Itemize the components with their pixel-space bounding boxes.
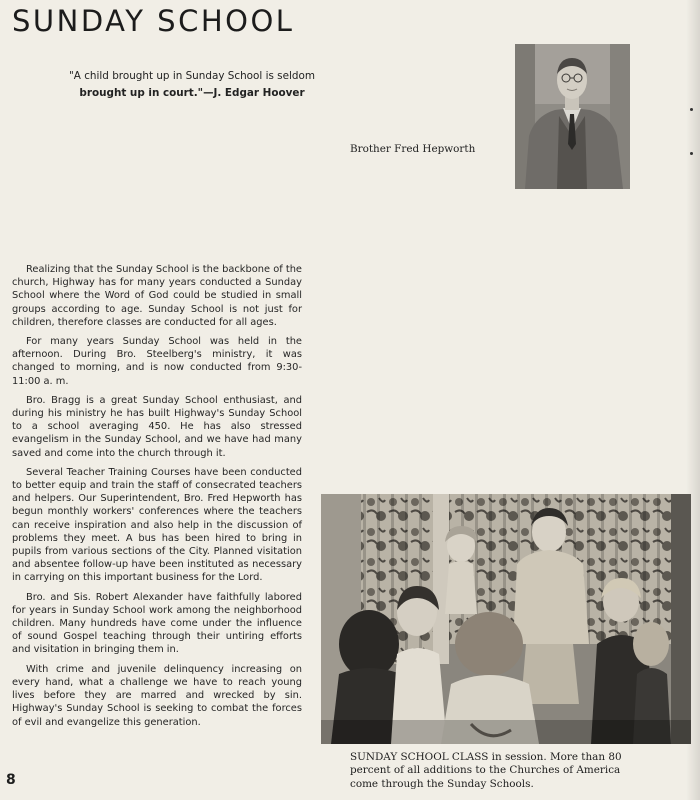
article-body: [12, 263, 302, 735]
portrait-image: [515, 44, 630, 189]
quote-line-1: "A child brought up in Sunday School is seldom: [69, 70, 315, 82]
page-number: 8: [6, 772, 16, 788]
class-photo-caption: SUNDAY SCHOOL CLASS in session. More than 80 percent of all additions to the Churches of America come through the Sunday Schools.: [350, 751, 622, 790]
paragraph: Several Teacher Training Courses have been conducted to better equip and train the staff of consecrated teachers and helpers. Our Superintendent, Bro. Fred Hepworth has begun monthly workers' conferences where the teachers can receive inspiration and also help in the discussion of problems they meet. A bus has been hired to bring in pupils from various sections of the City. Planned visitation and absentee follow-up have been instituted as necessary in carrying on this important business for the Lord.: [12, 466, 302, 584]
bleed-mark: [690, 152, 693, 155]
page-title: SUNDAY SCHOOL: [12, 4, 295, 38]
paragraph: Realizing that the Sunday School is the backbone of the church, Highway has for many years conducted a Sunday School where the Word of God could be studied in small groups according to age. Sunday School is not just for children, therefore classes are conducted for all ages.: [12, 264, 302, 328]
portrait-photo: [515, 44, 630, 189]
class-photo: [321, 494, 691, 744]
paragraph: Bro. Bragg is a great Sunday School enthusiast, and during his ministry he has built Highway's Sunday School to a school averaging 450. He has also stressed evangelism in the Sunday School, and we have had many saved and come into the church through it.: [12, 394, 302, 459]
epigraph-quote: [62, 68, 322, 102]
quote-line-2: brought up in court."—J. Edgar Hoover: [79, 87, 305, 99]
paragraph: Bro. and Sis. Robert Alexander have faithfully labored for years in Sunday School work among the neighborhood children. Many hundreds have come under the influence of sound Gospel teaching through their untiring efforts and visitation in bringing them in.: [12, 591, 302, 656]
class-photo-image: [321, 494, 691, 744]
paragraph: For many years Sunday School was held in the afternoon. During Bro. Steelberg's ministry, it was changed to morning, and is now conducted from 9:30-11:00 a. m.: [12, 336, 302, 387]
paragraph: With crime and juvenile delinquency increasing on every hand, what a challenge we have to reach young lives before they are marred and wrecked by sin. Highway's Sunday School is seeking to combat the forces of evil and evangelize this generation.: [12, 663, 302, 728]
portrait-caption: Brother Fred Hepworth: [350, 143, 476, 155]
bleed-mark: [690, 108, 693, 111]
